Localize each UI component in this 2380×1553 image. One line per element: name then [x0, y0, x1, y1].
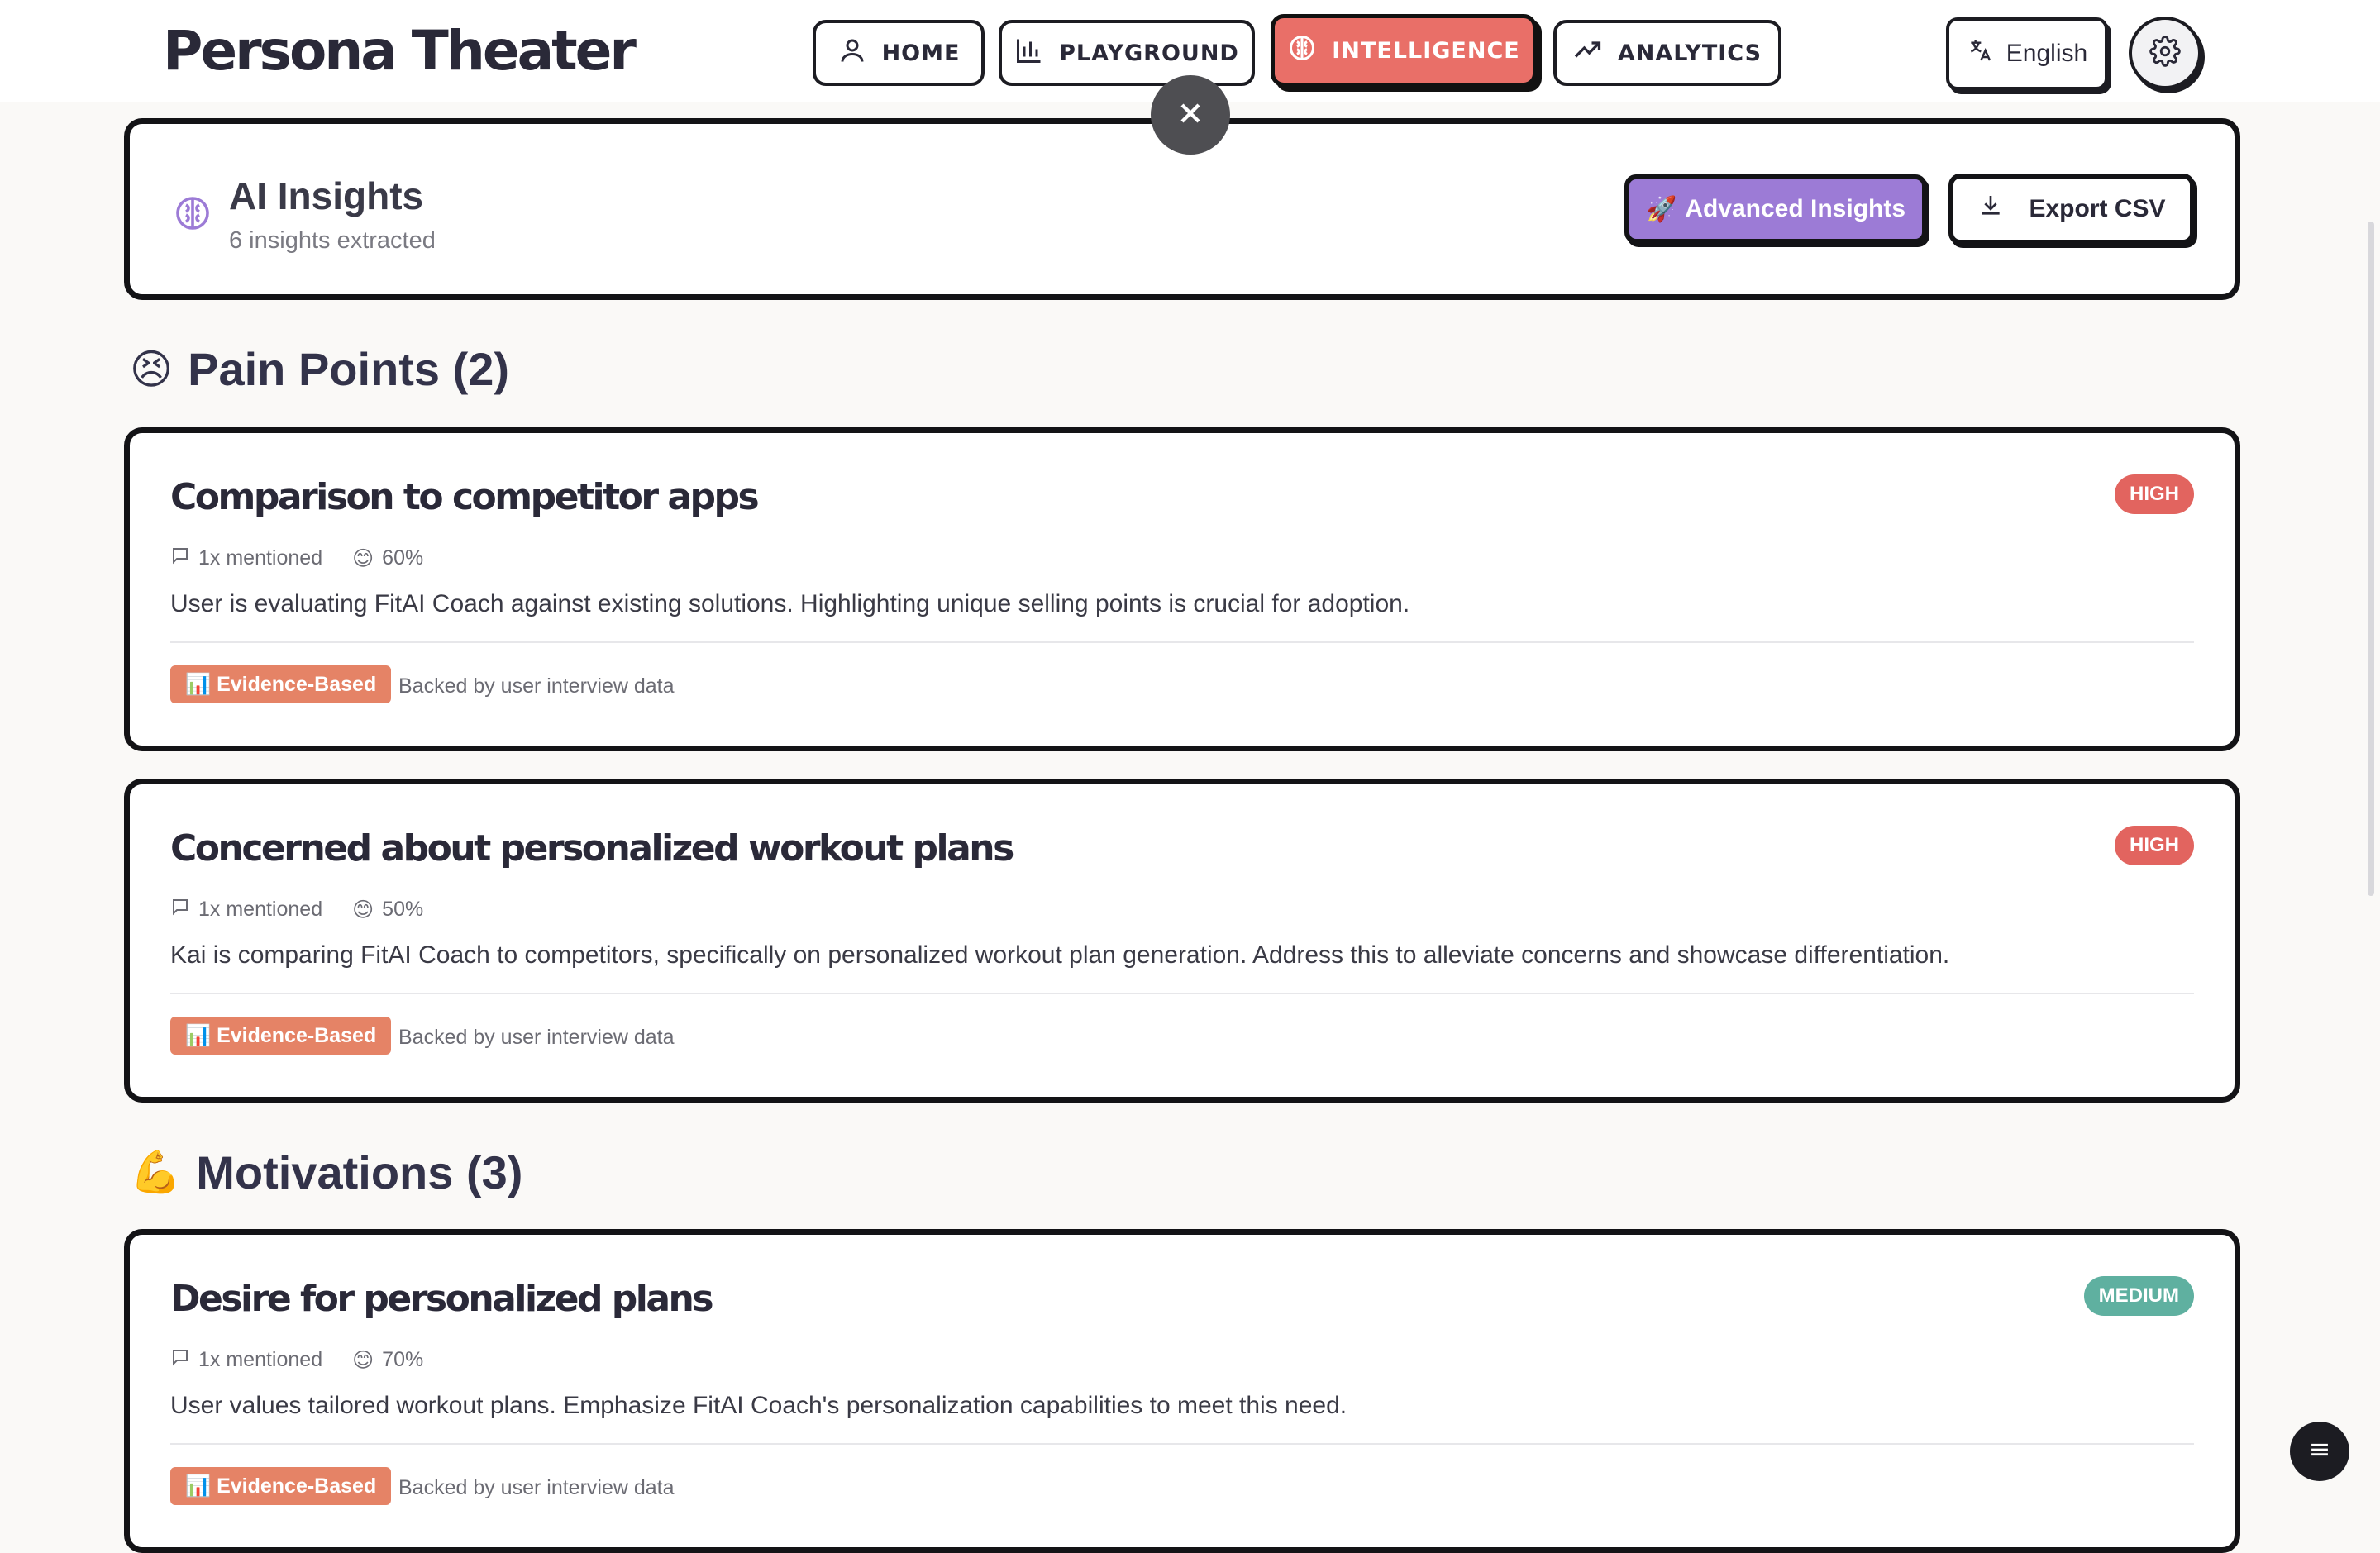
user-icon — [837, 36, 867, 71]
advanced-insights-label: Advanced Insights — [1685, 195, 1906, 222]
mention-count: 1x mentioned — [198, 898, 323, 921]
priority-badge: HIGH — [2115, 474, 2194, 514]
insight-meta — [170, 1347, 423, 1373]
nav-intelligence-label: INTELLIGENCE — [1332, 37, 1520, 64]
brand-logo[interactable]: Persona Theater — [163, 19, 634, 83]
page-scrollbar[interactable] — [2368, 222, 2374, 896]
insight-meta — [170, 545, 423, 571]
language-label: English — [2006, 40, 2088, 67]
message-icon — [170, 545, 190, 571]
divider — [170, 1443, 2194, 1445]
chat-menu-button[interactable] — [2290, 1422, 2349, 1481]
pain-points-title: Pain Points (2) — [188, 343, 510, 395]
sentiment-emoji-icon: 😊 — [352, 898, 374, 922]
evidence-badge: 📊 Evidence-Based — [170, 1467, 391, 1505]
close-icon — [1174, 97, 1207, 134]
close-button[interactable] — [1151, 75, 1230, 155]
insight-card[interactable] — [124, 427, 2240, 751]
download-icon — [1977, 193, 2004, 226]
flexed-biceps-icon: 💪 — [130, 1149, 182, 1195]
nav-analytics-label: ANALYTICS — [1617, 40, 1762, 66]
divider — [170, 993, 2194, 994]
rocket-icon: 🚀 — [1645, 195, 1677, 223]
evidence-badge: 📊 Evidence-Based — [170, 665, 391, 703]
insight-card[interactable] — [124, 779, 2240, 1103]
nav-home-button[interactable] — [813, 20, 985, 86]
nav-playground-label: PLAYGROUND — [1059, 40, 1239, 66]
insight-description: User values tailored workout plans. Emphasize FitAI Coach's personalization capabilities to meet this need. — [170, 1392, 1347, 1419]
message-icon — [170, 897, 190, 922]
confidence-value: 70% — [382, 1348, 424, 1371]
export-csv-button[interactable] — [1948, 174, 2195, 245]
priority-badge: MEDIUM — [2084, 1276, 2194, 1316]
insight-title: Concerned about personalized workout plans — [170, 827, 1013, 869]
brain-icon — [173, 193, 212, 233]
divider — [170, 641, 2194, 643]
advanced-insights-button[interactable] — [1624, 174, 1927, 244]
insights-count: 6 insights extracted — [229, 227, 436, 254]
brain-icon — [1287, 33, 1317, 69]
insight-description: Kai is comparing FitAI Coach to competitors, specifically on personalized workout plan generation. Address this to alleviate concerns and showcase differentiation. — [170, 941, 1950, 969]
persevering-face-icon: 😣 — [130, 345, 174, 393]
pain-points-heading — [130, 342, 509, 396]
message-icon — [170, 1347, 190, 1373]
confidence-value: 50% — [382, 898, 424, 921]
menu-icon — [2306, 1436, 2334, 1468]
settings-button[interactable] — [2129, 17, 2201, 89]
evidence-badge: 📊 Evidence-Based — [170, 1017, 391, 1055]
sentiment-emoji-icon: 😊 — [352, 546, 374, 570]
priority-badge: HIGH — [2115, 826, 2194, 865]
language-selector[interactable] — [1946, 17, 2108, 90]
nav-analytics-button[interactable] — [1553, 20, 1781, 86]
ai-insights-title: AI Insights — [229, 174, 424, 217]
motivations-title: Motivations (3) — [196, 1146, 523, 1198]
backed-by-text: Backed by user interview data — [398, 674, 675, 698]
bar-chart-icon — [1014, 36, 1044, 71]
nav-intelligence-button[interactable] — [1271, 14, 1537, 87]
sentiment-emoji-icon: 😊 — [352, 1348, 374, 1372]
insight-card[interactable] — [124, 1229, 2240, 1553]
insight-description: User is evaluating FitAI Coach against existing solutions. Highlighting unique selling points is crucial for adoption. — [170, 590, 1410, 617]
motivations-heading — [130, 1146, 522, 1199]
insight-title: Comparison to competitor apps — [170, 476, 758, 518]
mention-count: 1x mentioned — [198, 546, 323, 569]
insight-meta — [170, 897, 423, 922]
trending-up-icon — [1573, 36, 1603, 71]
nav-playground-button[interactable] — [999, 20, 1255, 86]
export-csv-label: Export CSV — [2029, 195, 2166, 222]
nav-home-label: HOME — [881, 40, 961, 66]
insight-title: Desire for personalized plans — [170, 1278, 713, 1320]
translate-icon — [1967, 37, 1993, 70]
backed-by-text: Backed by user interview data — [398, 1476, 675, 1499]
backed-by-text: Backed by user interview data — [398, 1026, 675, 1049]
gear-icon — [2149, 36, 2181, 71]
mention-count: 1x mentioned — [198, 1348, 323, 1371]
confidence-value: 60% — [382, 546, 424, 569]
